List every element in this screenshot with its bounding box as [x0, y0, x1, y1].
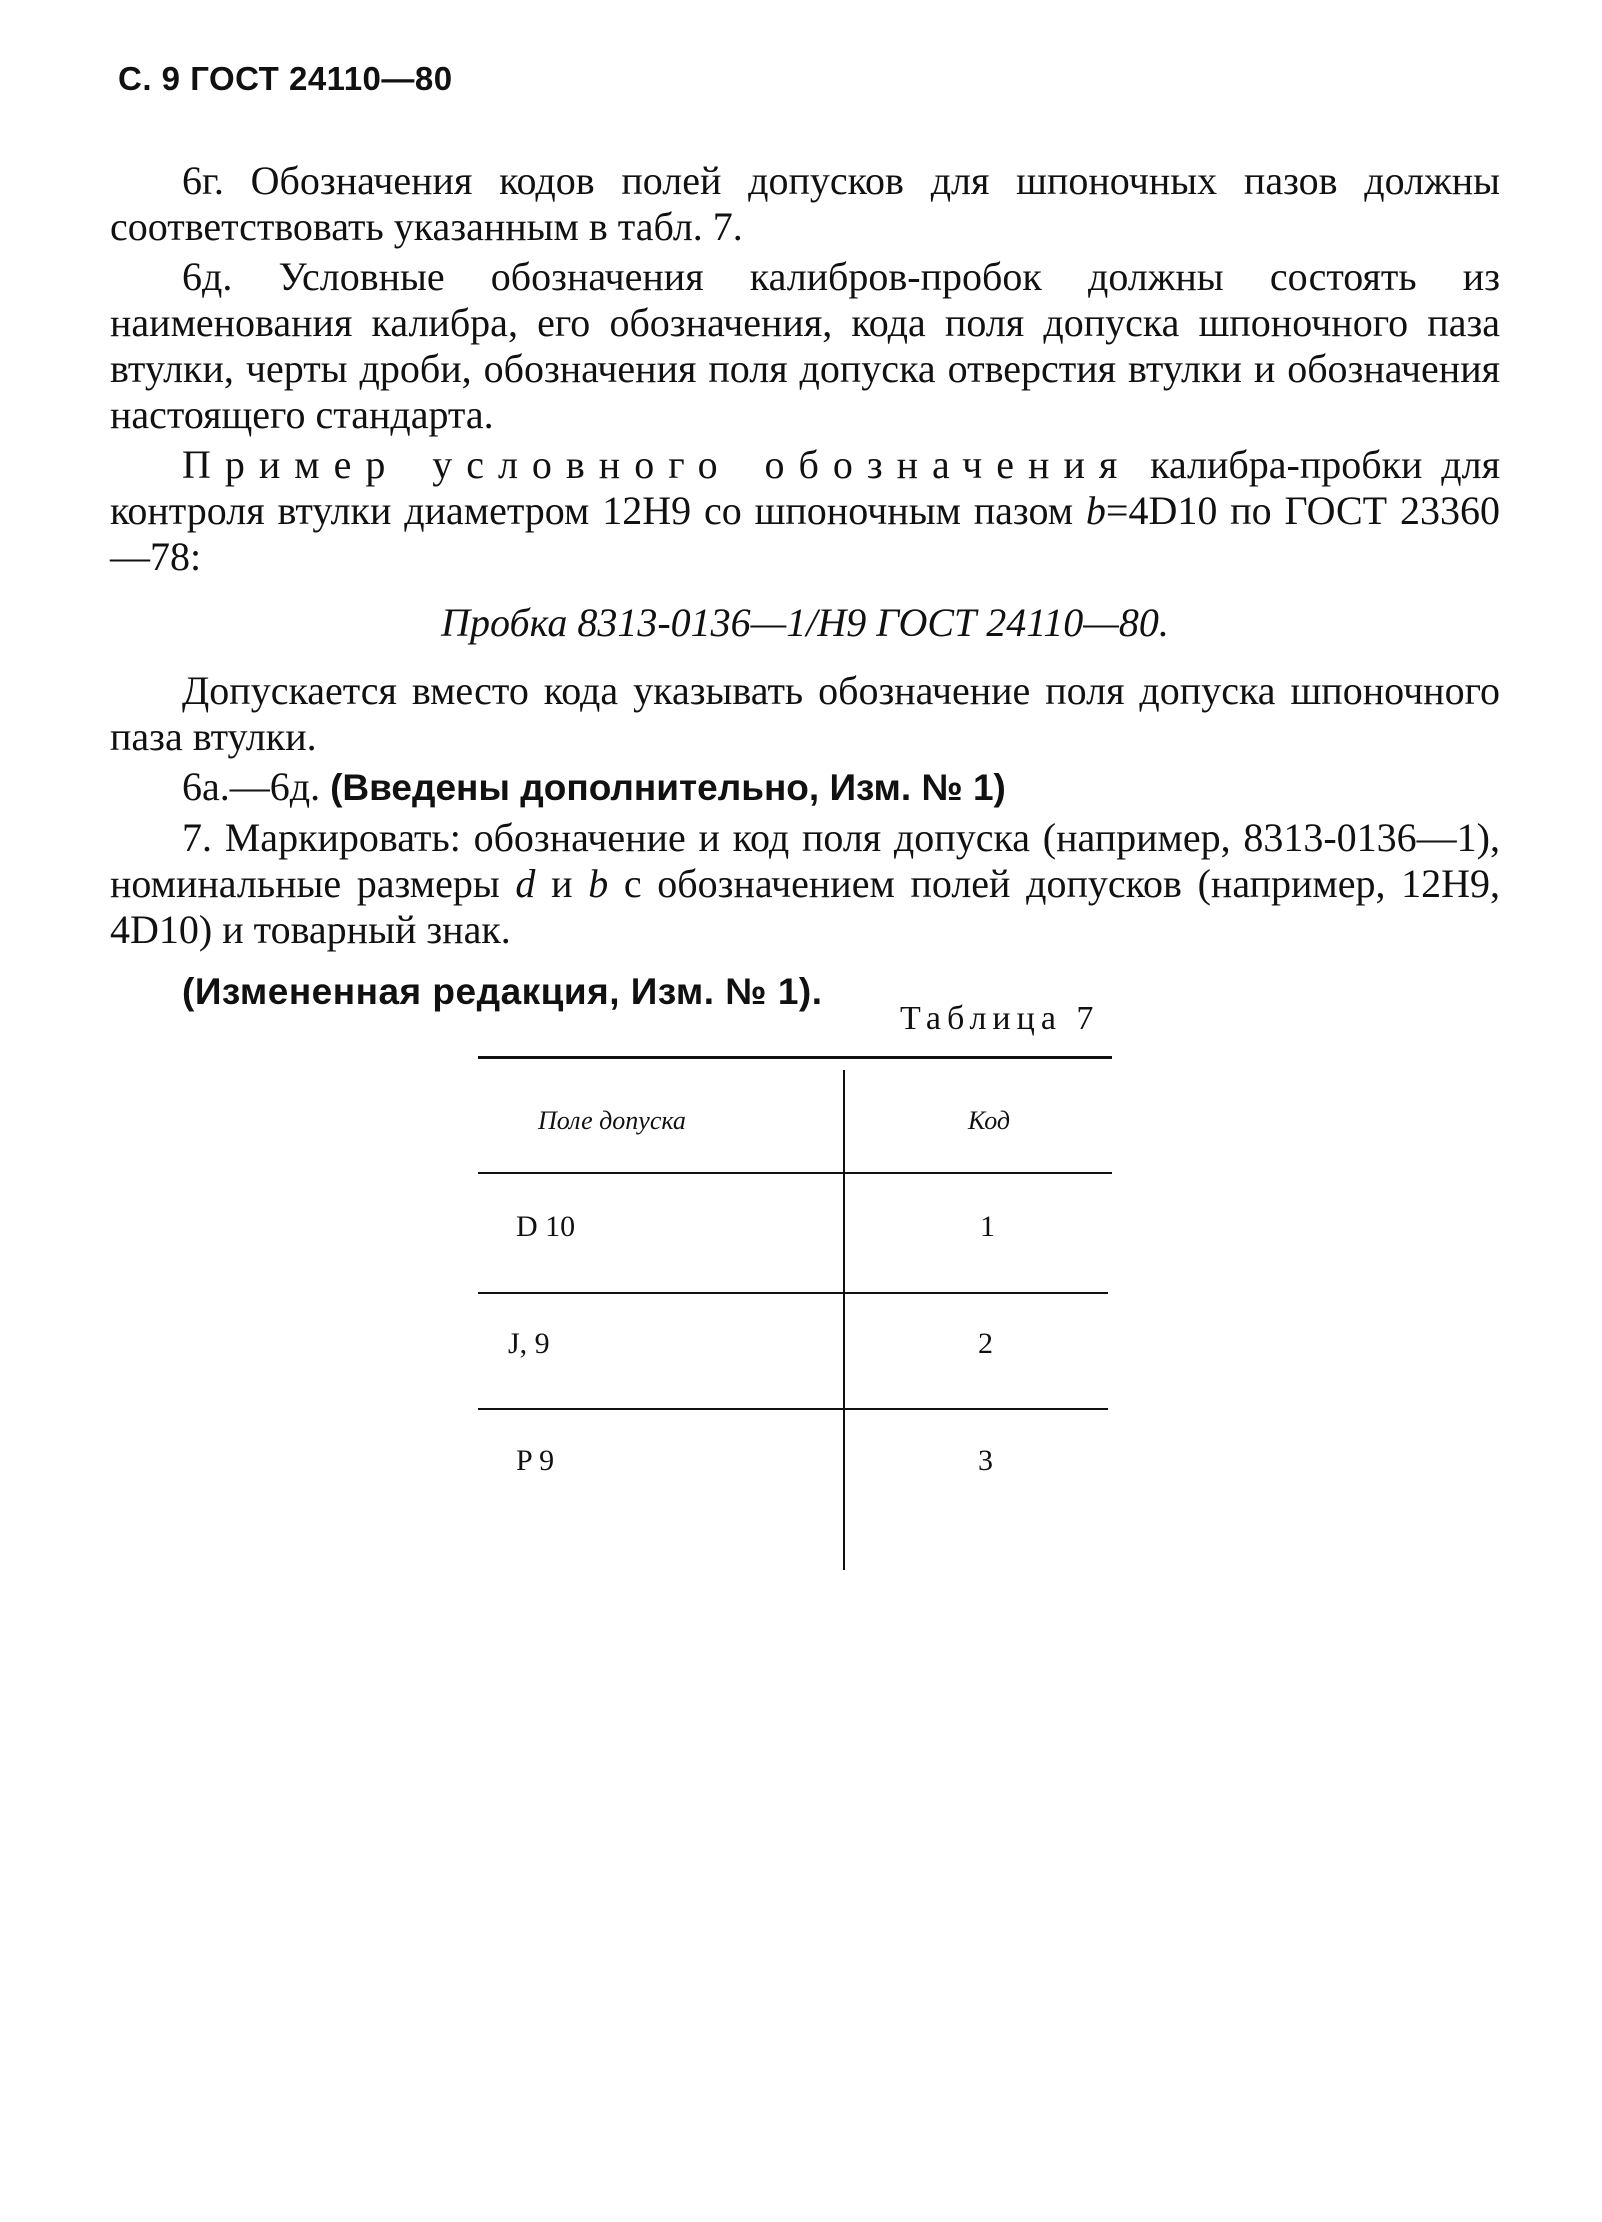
- added-prefix: 6а.—6д.: [182, 764, 331, 809]
- p7-part2: с обозначением полей допусков (например, 12H9, 4D10) и товарный знак.: [110, 861, 1501, 952]
- header-bottom-rule: [478, 1172, 1112, 1174]
- header-field: Поле допуска: [538, 1106, 686, 1135]
- example-text-2: =4D10 по ГОСТ 23360—78:: [110, 488, 1500, 579]
- example-b-var: b: [1085, 488, 1106, 533]
- table-top-rule: [478, 1056, 1112, 1059]
- example-text-1: калибра-пробки для контроля втулки диаметром 12H9 со шпоночным пазом: [110, 442, 1500, 533]
- row-1-rule: [478, 1292, 1108, 1294]
- p7-b-var: b: [588, 861, 609, 906]
- page-header: С. 9 ГОСТ 24110—80: [118, 60, 453, 97]
- p7-d-var: d: [515, 861, 536, 906]
- example-label: Пример условного обозначения: [182, 442, 1132, 487]
- paragraph-7: [110, 815, 1500, 953]
- body-text: [110, 158, 1500, 1052]
- added-note: [110, 764, 1500, 811]
- paragraph-6d: 6д. Условные обозначения калибров-пробок должны состоять из наименования калибра, его обозначения, кода поля допуска шпоночного паза втулки, черты дроби, обозначения поля допуска отверстия втулки и обозначения настоящего стандарта.: [110, 254, 1500, 437]
- changed-edition-note: (Измененная редакция, Изм. № 1).: [182, 971, 823, 1012]
- row-1-field: D 10: [516, 1210, 576, 1243]
- allowance-paragraph: Допускается вместо кода указывать обозначение поля допуска шпоночного паза втулки.: [110, 668, 1500, 759]
- example-designation: Пробка 8313-0136—1/H9 ГОСТ 24110—80.: [441, 600, 1169, 645]
- row-2-field: J, 9: [508, 1327, 550, 1360]
- p7-part1: 7. Маркировать: обозначение и код поля допуска (например, 8313-0136—1), номинальные размеры: [110, 815, 1500, 906]
- table-caption: Таблица 7: [900, 1000, 1100, 1037]
- p7-and: и: [535, 861, 589, 906]
- row-3-field: P 9: [516, 1444, 555, 1477]
- example-paragraph: [110, 442, 1500, 580]
- row-1-code: 1: [980, 1210, 995, 1243]
- table-column-divider: [843, 1070, 845, 1570]
- row-3-code: 3: [978, 1444, 993, 1477]
- added-bold: (Введены дополнительно, Изм. № 1): [330, 767, 1006, 808]
- row-2-code: 2: [978, 1327, 993, 1360]
- header-code: Код: [968, 1106, 1011, 1135]
- paragraph-6g: 6г. Обозначения кодов полей допусков для шпоночных пазов должны соответствовать указанным в табл. 7.: [110, 158, 1500, 249]
- row-2-rule: [478, 1408, 1108, 1410]
